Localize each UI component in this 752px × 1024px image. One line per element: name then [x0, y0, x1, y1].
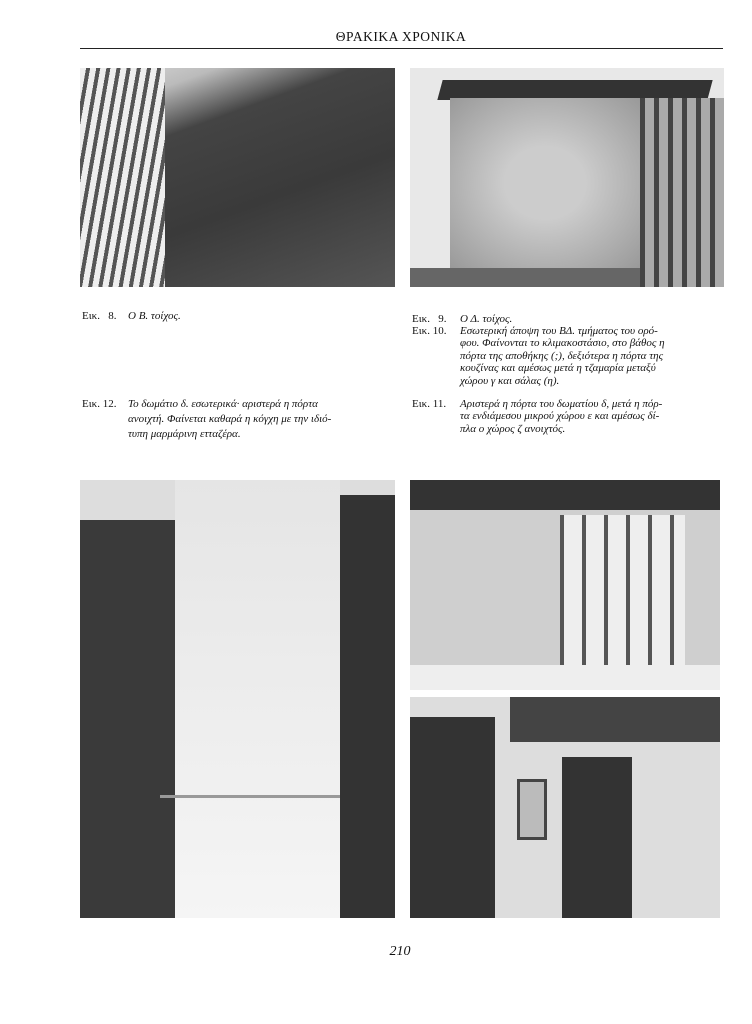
caption-line: τα ενδιάμεσου μικρού χώρου ε και αμέσως δί- — [460, 410, 660, 423]
photo-fig8-north-wall — [80, 68, 395, 287]
caption-line: πλα ο χώρος ζ ανοιχτός. — [460, 422, 566, 435]
stone-wall — [450, 98, 640, 268]
scaffolding — [80, 68, 165, 287]
caption-line: ανοιχτή. Φαίνεται καθαρά η κόγχη με την ιδιό- — [128, 413, 332, 425]
caption-label: Εικ. 9. — [412, 313, 447, 325]
caption-text: Ο Β. τοίχος. — [128, 310, 181, 322]
caption-line: χώρου γ και σάλας (η). — [460, 374, 560, 387]
door — [410, 717, 495, 918]
caption-line: Το δωμάτιο δ. εσωτερικά· αριστερά η πόρτα — [128, 398, 318, 410]
caption-line: κουζίνας και αμέσως μετά η τζαμαρία μεταξύ — [460, 362, 656, 375]
caption-label: Εικ. 8. — [82, 310, 117, 322]
floor — [410, 665, 720, 690]
ceiling — [510, 697, 720, 742]
caption-line: Αριστερά η πόρτα του δωματίου δ, μετά η πόρ- — [460, 398, 663, 410]
door-frame — [80, 520, 175, 918]
caption-line: Εσωτερική άποψη του ΒΔ. τμήματος του ορό- — [460, 325, 658, 337]
roof — [437, 80, 712, 100]
door-frame — [340, 495, 395, 918]
photo-fig11-doors — [410, 697, 720, 918]
caption-line: πόρτα της αποθήκης (;), δεξιότερα η πόρτα της — [460, 349, 664, 362]
caption-label: Εικ. 12. — [82, 398, 117, 410]
photo-fig10-upper-floor — [410, 480, 720, 690]
photo-fig9-west-wall — [410, 68, 724, 287]
scaffolding — [640, 98, 724, 287]
ceiling — [410, 480, 720, 510]
glazed-partition — [560, 515, 685, 680]
caption-label: Εικ. 11. — [412, 398, 447, 410]
wall — [175, 480, 340, 918]
caption-text: Ο Δ. τοίχος. — [460, 313, 513, 325]
header-rule — [80, 48, 723, 49]
caption-line: φου. Φαίνονται το κλιμακοστάσιο, στο βάθος η — [460, 337, 665, 350]
door — [562, 757, 632, 918]
page-number: 210 — [389, 944, 411, 959]
wall-picture — [517, 779, 547, 840]
photo-fig12-room-interior — [80, 480, 395, 918]
marble-shelf — [160, 795, 340, 798]
caption-label: Εικ. 10. — [412, 325, 447, 337]
running-header: ΘΡΑΚΙΚΑ ΧΡΟΝΙΚΑ — [335, 29, 467, 44]
caption-line: τυπη μαρμάρινη ετταζέρα. — [128, 428, 241, 440]
rubble — [410, 268, 650, 287]
